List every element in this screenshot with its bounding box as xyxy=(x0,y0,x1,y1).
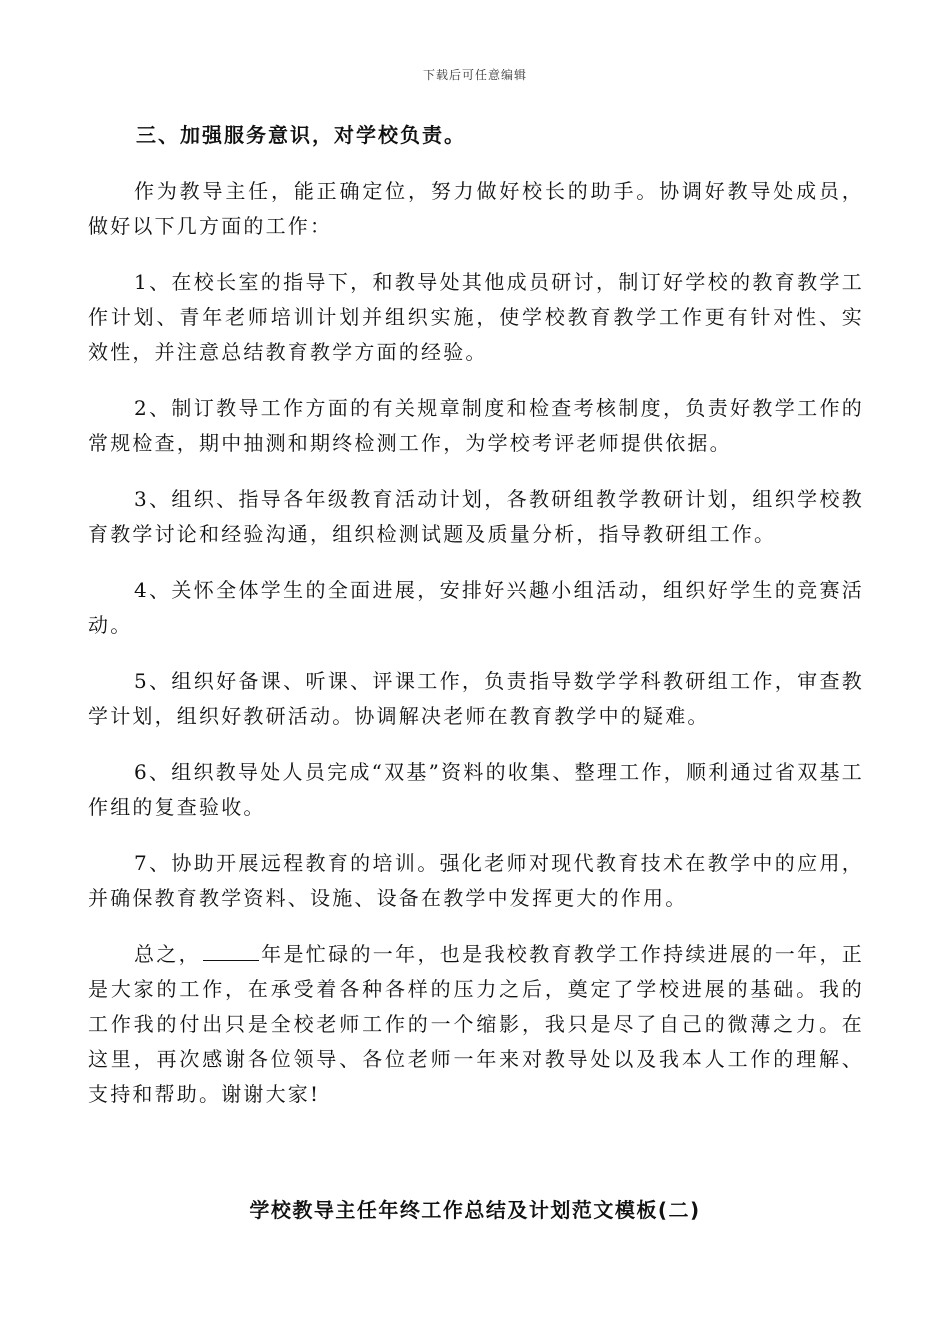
closing-prefix: 总之， xyxy=(134,942,201,966)
document-body xyxy=(88,118,864,1133)
paragraph-item-6: 6、组织教导处人员完成“双基”资料的收集、整理工作，顺利通过省双基工作组的复查验收。 xyxy=(88,760,864,819)
paragraph-item-1: 1、在校长室的指导下，和教导处其他成员研讨，制订好学校的教育教学工作计划、青年老师培训计划并组织实施，使学校教育教学工作更有针对性、实效性，并注意总结教育教学方面的经验。 xyxy=(88,270,864,364)
paragraph-intro: 作为教导主任，能正确定位，努力做好校长的助手。协调好教导处成员，做好以下几方面的工作： xyxy=(88,179,864,238)
header-note: 下载后可任意编辑 xyxy=(422,68,527,82)
blank-year-underline xyxy=(203,938,259,961)
paragraph-item-4: 4、关怀全体学生的全面进展，安排好兴趣小组活动，组织好学生的竞赛活动。 xyxy=(88,578,864,637)
paragraph-item-2: 2、制订教导工作方面的有关规章制度和检查考核制度，负责好教学工作的常规检查，期中抽测和期终检测工作，为学校考评老师提供依据。 xyxy=(88,396,864,455)
section-heading: 三、加强服务意识，对学校负责。 xyxy=(136,123,466,147)
closing-text: 年是忙碌的一年，也是我校教育教学工作持续进展的一年，正是大家的工作，在承受着各种各样的压力之后，奠定了学校进展的基础。我的工作我的付出只是全校老师工作的一个缩影，我只是尽了自己的微薄之力。在这里，再次感谢各位领导、各位老师一年来对教导处以及我本人工作的理解、支持和帮助。谢谢大家! xyxy=(88,942,864,1106)
paragraph-item-7: 7、协助开展远程教育的培训。强化老师对现代教育技术在教学中的应用，并确保教育教学资料、设施、设备在教学中发挥更大的作用。 xyxy=(88,851,864,910)
paragraph-item-5: 5、组织好备课、听课、评课工作，负责指导数学学科教研组工作，审查教学计划，组织好教研活动。协调解决老师在教育教学中的疑难。 xyxy=(88,669,864,728)
paragraph-closing xyxy=(88,937,864,1112)
paragraph-item-3: 3、组织、指导各年级教育活动计划，各教研组教学教研计划，组织学校教育教学讨论和经验沟通，组织检测试题及质量分析，指导教研组工作。 xyxy=(88,487,864,546)
document-title: 学校教导主任年终工作总结及计划范文模板(二) xyxy=(249,1198,701,1222)
